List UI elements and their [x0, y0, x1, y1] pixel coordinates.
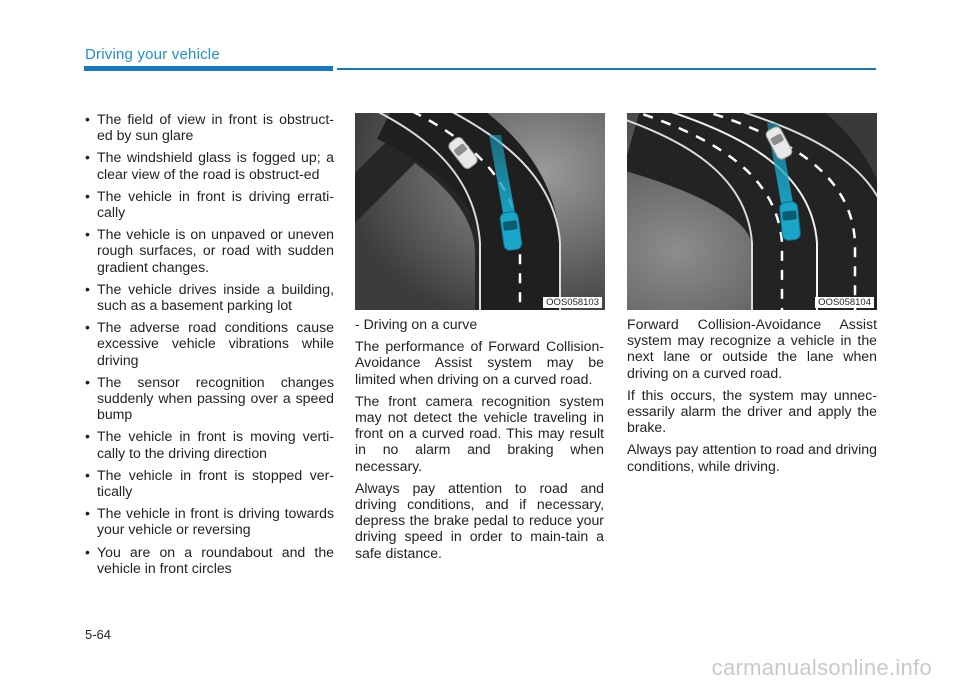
- paragraph: The front camera recognition system may not detect the vehicle traveling in front on a curved road. This may result in no alarm and braking when necessary.: [355, 392, 604, 474]
- list-item: • You are on a roundabout and the vehicle in front circles: [85, 544, 334, 576]
- right-column: [627, 316, 877, 480]
- list-item: • The windshield glass is fogged up; a clear view of the road is obstruct-ed: [85, 149, 334, 181]
- paragraph: The performance of Forward Collision-Avoidance Assist system may be limited when driving on a curved road.: [355, 338, 604, 387]
- header-rule-thick: [84, 66, 333, 71]
- figure-code: OOS058103: [543, 297, 602, 308]
- list-item: • The vehicle is on unpaved or uneven rough surfaces, or road with sudden gradient changes.: [85, 226, 334, 275]
- list-item: • The adverse road conditions cause excessive vehicle vibrations while driving: [85, 319, 334, 368]
- section-title: Driving your vehicle: [85, 46, 220, 63]
- list-item: • The sensor recognition changes suddenly when passing over a speed bump: [85, 374, 334, 423]
- list-item: • The field of view in front is obstruct-ed by sun glare: [85, 111, 334, 143]
- watermark: carmanualsonline.info: [711, 655, 932, 680]
- left-column: [85, 111, 334, 582]
- figure-code: OOS058104: [815, 297, 874, 308]
- list-item: • The vehicle drives inside a building, such as a basement parking lot: [85, 281, 334, 313]
- two-lane-curve-drawing: [627, 113, 877, 310]
- list-item: • The vehicle in front is stopped ver-tically: [85, 467, 334, 499]
- page-number: 5-64: [85, 627, 112, 642]
- paragraph: Forward Collision-Avoidance Assist system may recognize a vehicle in the next lane or outside the lane when driving on a curved road.: [627, 316, 877, 381]
- paragraph: If this occurs, the system may unnec-essarily alarm the driver and apply the brake.: [627, 386, 877, 436]
- curve-road-illustration: [355, 113, 605, 310]
- list-item: • The vehicle in front is moving verti-cally to the driving direction: [85, 428, 334, 460]
- paragraph: Always pay attention to road and driving conditions, and if necessary, depress the brake pedal to reduce your driving speed in order to main-tain a safe distance.: [355, 479, 604, 561]
- paragraph: Always pay attention to road and driving conditions, while driving.: [627, 441, 877, 474]
- middle-column: [355, 316, 604, 567]
- header-rule-thin: [337, 68, 876, 70]
- subheading: - Driving on a curve: [355, 316, 478, 332]
- limitations-list: [85, 111, 334, 576]
- two-lane-curve-illustration: [627, 113, 877, 310]
- list-item: • The vehicle in front is driving errati-cally: [85, 188, 334, 220]
- list-item: • The vehicle in front is driving towards your vehicle or reversing: [85, 505, 334, 537]
- curve-road-drawing: [355, 113, 605, 310]
